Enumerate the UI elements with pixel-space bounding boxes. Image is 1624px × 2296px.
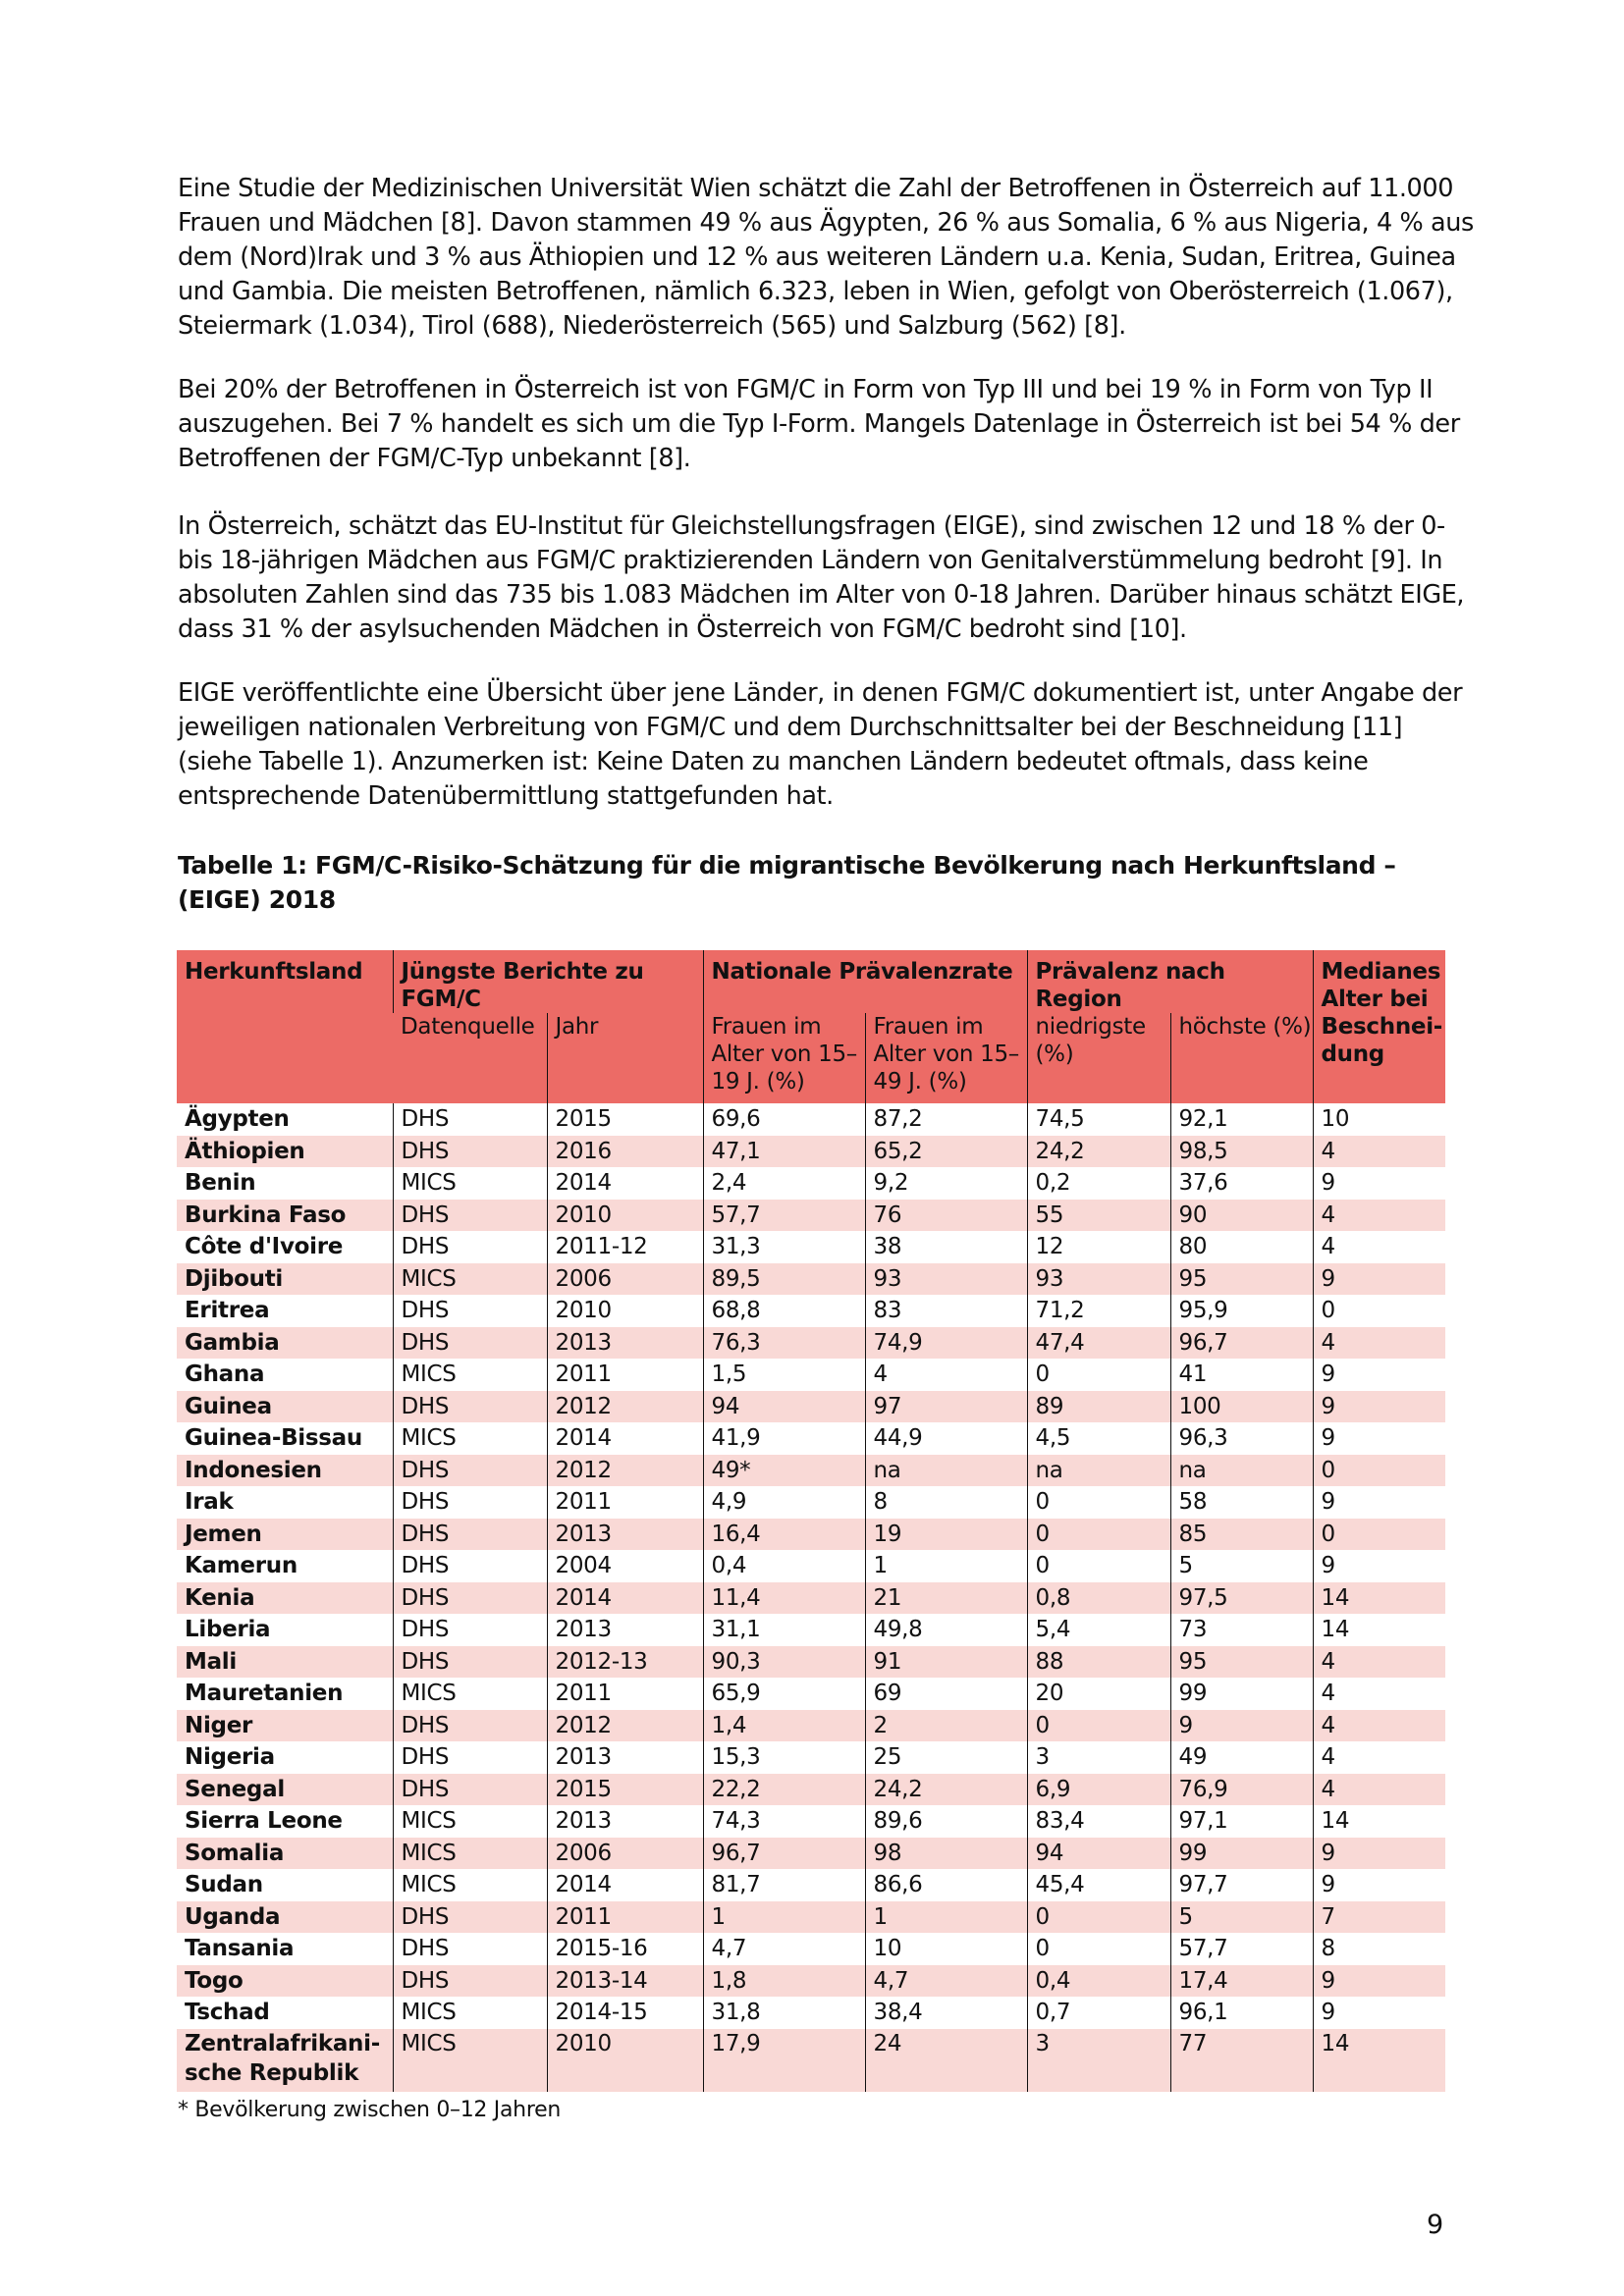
cell-highest: 80 (1170, 1231, 1313, 1263)
cell-year: 2012 (547, 1391, 703, 1423)
cell-lowest: 12 (1027, 1231, 1170, 1263)
cell-women-15-19: 90,3 (703, 1646, 865, 1679)
cell-women-15-19: 0,4 (703, 1550, 865, 1582)
cell-median-age: 0 (1313, 1455, 1445, 1487)
cell-median-age: 9 (1313, 1486, 1445, 1519)
table-row (177, 1678, 1445, 1710)
cell-country: Kamerun (185, 1553, 298, 1578)
cell-country: Guinea-Bissau (185, 1425, 362, 1451)
cell-year: 2004 (547, 1550, 703, 1582)
cell-women-15-19: 57,7 (703, 1200, 865, 1232)
cell-year: 2006 (547, 1838, 703, 1870)
cell-women-15-19: 68,8 (703, 1295, 865, 1327)
cell-median-age: 4 (1313, 1774, 1445, 1806)
header-country: Herkunftsland (185, 959, 363, 985)
cell-country: Sierra Leone (185, 1808, 343, 1834)
cell-source: MICS (393, 1422, 547, 1455)
cell-median-age: 7 (1313, 1901, 1445, 1934)
cell-highest: 100 (1170, 1391, 1313, 1423)
cell-women-15-19: 89,5 (703, 1263, 865, 1296)
table-row (177, 1136, 1445, 1168)
cell-highest: 90 (1170, 1200, 1313, 1232)
cell-highest: 5 (1170, 1550, 1313, 1582)
cell-women-15-49: 10 (865, 1933, 1027, 1965)
cell-women-15-49: 69 (865, 1678, 1027, 1710)
cell-year: 2013 (547, 1327, 703, 1360)
cell-country: Liberia (185, 1617, 271, 1642)
cell-source: DHS (393, 1136, 547, 1168)
cell-source: DHS (393, 1486, 547, 1519)
table-row (177, 1741, 1445, 1774)
cell-country: Djibouti (185, 1265, 283, 1292)
cell-highest: 98,5 (1170, 1136, 1313, 1168)
paragraph-eige-overview: EIGE veröffentlichte eine Übersicht über jene Länder, in denen FGM/C dokumentiert ist, unter Angabe der jeweiligen nationalen Verbreitung von FGM/C und dem Durchschnittsalter bei der Beschneidung [11] (siehe Tabelle 1). Anzumerken ist: Keine Daten zu manchen Ländern bedeutet oftmals, dass keine entsprechende Datenübermittlung stattgefunden hat. (178, 678, 1463, 811)
table-row (177, 1997, 1445, 2029)
cell-year: 2011 (547, 1678, 703, 1710)
cell-highest: 95 (1170, 1646, 1313, 1679)
table-row (177, 1965, 1445, 1998)
cell-lowest: 20 (1027, 1678, 1170, 1710)
cell-women-15-19: 1 (703, 1901, 865, 1934)
cell-year: 2014 (547, 1869, 703, 1901)
cell-median-age: 8 (1313, 1933, 1445, 1965)
cell-year: 2013 (547, 1614, 703, 1646)
cell-country: Zentralafrikani- sche Republik (185, 2030, 380, 2086)
cell-lowest: 0 (1027, 1486, 1170, 1519)
page-number: 9 (1427, 2210, 1444, 2240)
cell-median-age: 4 (1313, 1678, 1445, 1710)
header-year: Jahr (547, 1013, 703, 1103)
paragraph-eige-estimate: In Österreich, schätzt das EU-Institut für Gleichstellungsfragen (EIGE), sind zwischen 12 und 18 % der 0- bis 18-jährigen Mädchen aus FGM/C praktizierenden Ländern von Genitalverstümmelung bedroht [9]. In absoluten Zahlen sind das 735 bis 1.083 Mädchen im Alter von 0-18 Jahren. Darüber hinaus schätzt EIGE, dass 31 % der asylsuchenden Mädchen in Österreich von FGM/C bedroht sind [10]. (178, 511, 1465, 644)
cell-lowest: 6,9 (1027, 1774, 1170, 1806)
cell-women-15-19: 4,7 (703, 1933, 865, 1965)
cell-source: MICS (393, 1359, 547, 1391)
cell-source: DHS (393, 1933, 547, 1965)
cell-women-15-19: 1,8 (703, 1965, 865, 1998)
cell-highest: 95,9 (1170, 1295, 1313, 1327)
cell-median-age: 0 (1313, 1519, 1445, 1551)
cell-women-15-19: 17,9 (703, 2029, 865, 2092)
cell-country: Mali (185, 1648, 237, 1675)
cell-women-15-49: 1 (865, 1901, 1027, 1934)
table-row (177, 1774, 1445, 1806)
cell-source: DHS (393, 1455, 547, 1487)
cell-lowest: 0 (1027, 1519, 1170, 1551)
table-row (177, 1103, 1445, 1136)
cell-lowest: 45,4 (1027, 1869, 1170, 1901)
cell-women-15-19: 1,5 (703, 1359, 865, 1391)
cell-median-age: 9 (1313, 1997, 1445, 2029)
cell-lowest: 94 (1027, 1838, 1170, 1870)
cell-highest: 95 (1170, 1263, 1313, 1296)
cell-lowest: 0,4 (1027, 1965, 1170, 1998)
table-row (177, 1869, 1445, 1901)
cell-women-15-49: 1 (865, 1550, 1027, 1582)
cell-source: DHS (393, 1103, 547, 1136)
cell-median-age: 4 (1313, 1741, 1445, 1774)
cell-source: MICS (393, 1263, 547, 1296)
cell-women-15-49: 93 (865, 1263, 1027, 1296)
cell-women-15-49: 25 (865, 1741, 1027, 1774)
cell-women-15-49: 4 (865, 1359, 1027, 1391)
cell-source: MICS (393, 1869, 547, 1901)
cell-women-15-19: 49* (703, 1455, 865, 1487)
cell-median-age: 9 (1313, 1359, 1445, 1391)
cell-source: DHS (393, 1231, 547, 1263)
cell-lowest: 83,4 (1027, 1805, 1170, 1838)
cell-women-15-49: 21 (865, 1582, 1027, 1615)
cell-year: 2011 (547, 1359, 703, 1391)
cell-women-15-19: 74,3 (703, 1805, 865, 1838)
cell-women-15-19: 31,3 (703, 1231, 865, 1263)
cell-median-age: 14 (1313, 1805, 1445, 1838)
cell-highest: 76,9 (1170, 1774, 1313, 1806)
cell-women-15-19: 4,9 (703, 1486, 865, 1519)
cell-highest: 97,1 (1170, 1805, 1313, 1838)
cell-country: Ägypten (185, 1106, 290, 1132)
cell-women-15-19: 16,4 (703, 1519, 865, 1551)
table-row (177, 1455, 1445, 1487)
cell-lowest: 0 (1027, 1550, 1170, 1582)
cell-highest: 5 (1170, 1901, 1313, 1934)
cell-median-age: 14 (1313, 2029, 1445, 2092)
table-row (177, 1263, 1445, 1296)
cell-women-15-19: 94 (703, 1391, 865, 1423)
header-reports: Jüngste Berichte zu FGM/C (393, 950, 703, 1013)
cell-highest: 49 (1170, 1741, 1313, 1774)
cell-highest: 77 (1170, 2029, 1313, 2092)
cell-median-age: 9 (1313, 1167, 1445, 1200)
cell-lowest: na (1027, 1455, 1170, 1487)
cell-source: MICS (393, 2029, 547, 2092)
cell-women-15-49: 49,8 (865, 1614, 1027, 1646)
cell-women-15-19: 65,9 (703, 1678, 865, 1710)
cell-women-15-19: 11,4 (703, 1582, 865, 1615)
cell-highest: 85 (1170, 1519, 1313, 1551)
cell-year: 2010 (547, 1295, 703, 1327)
table-row (177, 1231, 1445, 1263)
cell-year: 2015-16 (547, 1933, 703, 1965)
cell-highest: 99 (1170, 1838, 1313, 1870)
cell-year: 2013 (547, 1741, 703, 1774)
cell-lowest: 0 (1027, 1933, 1170, 1965)
cell-women-15-49: 24 (865, 2029, 1027, 2092)
cell-country: Guinea (185, 1393, 272, 1419)
cell-source: DHS (393, 1519, 547, 1551)
cell-median-age: 14 (1313, 1582, 1445, 1615)
header-median-age: Medianes Alter bei Beschnei- dung (1313, 950, 1445, 1103)
cell-year: 2015 (547, 1774, 703, 1806)
cell-women-15-19: 69,6 (703, 1103, 865, 1136)
header-source: Datenquelle (401, 1014, 535, 1040)
cell-lowest: 55 (1027, 1200, 1170, 1232)
cell-country: Côte d'Ivoire (185, 1234, 344, 1259)
cell-women-15-49: 76 (865, 1200, 1027, 1232)
cell-country: Benin (185, 1170, 256, 1196)
cell-women-15-49: 97 (865, 1391, 1027, 1423)
cell-median-age: 9 (1313, 1965, 1445, 1998)
cell-source: DHS (393, 1614, 547, 1646)
cell-lowest: 88 (1027, 1646, 1170, 1679)
cell-highest: 17,4 (1170, 1965, 1313, 1998)
cell-country: Niger (185, 1712, 253, 1738)
cell-women-15-19: 2,4 (703, 1167, 865, 1200)
cell-lowest: 0,7 (1027, 1997, 1170, 2029)
cell-source: DHS (393, 1710, 547, 1742)
table-footnote: * Bevölkerung zwischen 0–12 Jahren (178, 2098, 561, 2122)
paragraph-prevalence-austria: Eine Studie der Medizinischen Universität Wien schätzt die Zahl der Betroffenen in Österreich auf 11.000 Frauen und Mädchen [8]. Davon stammen 49 % aus Ägypten, 26 % aus Somalia, 6 % aus Nigeria, 4 % aus dem (Nord)Irak und 3 % aus Äthiopien und 12 % aus weiteren Ländern u.a. Kenia, Sudan, Eritrea, Guinea und Gambia. Die meisten Betroffenen, nämlich 6.323, leben in Wien, gefolgt von Oberösterreich (1.067), Steiermark (1.034), Tirol (688), Niederösterreich (565) und Salzburg (562) [8]. (178, 174, 1474, 341)
cell-lowest: 3 (1027, 2029, 1170, 2092)
fgm-risk-table (177, 950, 1445, 2092)
cell-median-age: 9 (1313, 1263, 1445, 1296)
cell-women-15-49: 9,2 (865, 1167, 1027, 1200)
cell-women-15-19: 76,3 (703, 1327, 865, 1360)
cell-source: DHS (393, 1741, 547, 1774)
cell-highest: 58 (1170, 1486, 1313, 1519)
cell-lowest: 93 (1027, 1263, 1170, 1296)
cell-highest: 96,1 (1170, 1997, 1313, 2029)
cell-source: MICS (393, 1838, 547, 1870)
cell-women-15-19: 96,7 (703, 1838, 865, 1870)
cell-women-15-49: 2 (865, 1710, 1027, 1742)
cell-highest: 96,3 (1170, 1422, 1313, 1455)
cell-source: MICS (393, 1805, 547, 1838)
table-row (177, 1614, 1445, 1646)
cell-source: MICS (393, 1167, 547, 1200)
cell-year: 2012-13 (547, 1646, 703, 1679)
cell-country: Tschad (185, 2000, 270, 2025)
cell-women-15-49: 83 (865, 1295, 1027, 1327)
cell-women-15-19: 15,3 (703, 1741, 865, 1774)
header-women-15-49: Frauen im Alter von 15–49 J. (%) (865, 1013, 1027, 1103)
cell-women-15-49: 19 (865, 1519, 1027, 1551)
cell-source: DHS (393, 1550, 547, 1582)
cell-women-15-49: 87,2 (865, 1103, 1027, 1136)
header-lowest: niedrigste (%) (1027, 1013, 1170, 1103)
table-row (177, 1838, 1445, 1870)
cell-country: Senegal (185, 1776, 285, 1802)
cell-year: 2011 (547, 1486, 703, 1519)
cell-highest: 9 (1170, 1710, 1313, 1742)
table-row (177, 1167, 1445, 1200)
cell-source: MICS (393, 1997, 547, 2029)
cell-median-age: 14 (1313, 1614, 1445, 1646)
cell-source: DHS (393, 1200, 547, 1232)
cell-year: 2012 (547, 1455, 703, 1487)
cell-source: DHS (393, 1965, 547, 1998)
table-row (177, 1710, 1445, 1742)
table-row (177, 1901, 1445, 1934)
cell-year: 2010 (547, 2029, 703, 2092)
cell-women-15-49: 4,7 (865, 1965, 1027, 1998)
cell-country: Somalia (185, 1840, 285, 1866)
cell-highest: 96,7 (1170, 1327, 1313, 1360)
cell-highest: 92,1 (1170, 1103, 1313, 1136)
cell-year: 2014-15 (547, 1997, 703, 2029)
cell-highest: 57,7 (1170, 1933, 1313, 1965)
cell-highest: 37,6 (1170, 1167, 1313, 1200)
cell-lowest: 4,5 (1027, 1422, 1170, 1455)
cell-median-age: 4 (1313, 1710, 1445, 1742)
cell-women-15-19: 47,1 (703, 1136, 865, 1168)
header-national-prevalence: Nationale Prävalenzrate (703, 950, 1027, 1013)
cell-lowest: 89 (1027, 1391, 1170, 1423)
cell-year: 2011 (547, 1901, 703, 1934)
cell-highest: 41 (1170, 1359, 1313, 1391)
cell-year: 2006 (547, 1263, 703, 1296)
cell-highest: 99 (1170, 1678, 1313, 1710)
cell-lowest: 5,4 (1027, 1614, 1170, 1646)
cell-lowest: 0,2 (1027, 1167, 1170, 1200)
cell-median-age: 4 (1313, 1327, 1445, 1360)
cell-highest: 73 (1170, 1614, 1313, 1646)
cell-median-age: 9 (1313, 1838, 1445, 1870)
table-row (177, 2029, 1445, 2092)
cell-women-15-19: 41,9 (703, 1422, 865, 1455)
header-regional-prevalence: Prävalenz nach Region (1027, 950, 1313, 1013)
cell-source: DHS (393, 1582, 547, 1615)
cell-country: Tansania (185, 1936, 295, 1961)
cell-lowest: 0,8 (1027, 1582, 1170, 1615)
cell-women-15-49: 65,2 (865, 1136, 1027, 1168)
cell-women-15-49: na (865, 1455, 1027, 1487)
cell-country: Sudan (185, 1872, 263, 1897)
paragraph-fgm-types: Bei 20% der Betroffenen in Österreich ist von FGM/C in Form von Typ III und bei 19 % in Form von Typ II auszugehen. Bei 7 % handelt es sich um die Typ I-Form. Mangels Datenlage in Österreich ist bei 54 % der Betroffenen der FGM/C-Typ unbekannt [8]. (178, 375, 1460, 473)
cell-median-age: 9 (1313, 1550, 1445, 1582)
cell-year: 2015 (547, 1103, 703, 1136)
cell-country: Togo (185, 1967, 244, 1994)
cell-median-age: 9 (1313, 1422, 1445, 1455)
cell-median-age: 9 (1313, 1391, 1445, 1423)
table-row (177, 1519, 1445, 1551)
table-row (177, 1295, 1445, 1327)
cell-source: MICS (393, 1678, 547, 1710)
cell-year: 2011-12 (547, 1231, 703, 1263)
cell-lowest: 24,2 (1027, 1136, 1170, 1168)
table-row (177, 1550, 1445, 1582)
cell-highest: 97,7 (1170, 1869, 1313, 1901)
cell-women-15-49: 86,6 (865, 1869, 1027, 1901)
cell-lowest: 0 (1027, 1710, 1170, 1742)
cell-year: 2013 (547, 1805, 703, 1838)
cell-median-age: 9 (1313, 1869, 1445, 1901)
cell-source: DHS (393, 1901, 547, 1934)
cell-median-age: 4 (1313, 1231, 1445, 1263)
cell-women-15-19: 1,4 (703, 1710, 865, 1742)
table-row (177, 1582, 1445, 1615)
table-row (177, 1646, 1445, 1679)
cell-year: 2013-14 (547, 1965, 703, 1998)
table-row (177, 1805, 1445, 1838)
cell-year: 2014 (547, 1422, 703, 1455)
cell-country: Irak (185, 1489, 234, 1515)
cell-median-age: 4 (1313, 1136, 1445, 1168)
cell-women-15-49: 98 (865, 1838, 1027, 1870)
cell-source: DHS (393, 1774, 547, 1806)
cell-country: Nigeria (185, 1744, 275, 1770)
table-row (177, 1933, 1445, 1965)
cell-year: 2012 (547, 1710, 703, 1742)
cell-women-15-19: 31,1 (703, 1614, 865, 1646)
cell-median-age: 4 (1313, 1200, 1445, 1232)
table-row (177, 1327, 1445, 1360)
cell-median-age: 10 (1313, 1103, 1445, 1136)
table-row (177, 1486, 1445, 1519)
table-row (177, 1422, 1445, 1455)
cell-country: Eritrea (185, 1298, 270, 1323)
cell-women-15-49: 8 (865, 1486, 1027, 1519)
cell-source: DHS (393, 1646, 547, 1679)
cell-women-15-49: 24,2 (865, 1774, 1027, 1806)
cell-median-age: 0 (1313, 1295, 1445, 1327)
cell-women-15-49: 74,9 (865, 1327, 1027, 1360)
cell-women-15-49: 89,6 (865, 1805, 1027, 1838)
cell-country: Gambia (185, 1329, 280, 1356)
cell-women-15-19: 31,8 (703, 1997, 865, 2029)
cell-country: Burkina Faso (185, 1201, 347, 1228)
cell-year: 2013 (547, 1519, 703, 1551)
table-caption: Tabelle 1: FGM/C-Risiko-Schätzung für die migrantische Bevölkerung nach Herkunftsland – (EIGE) 2018 (178, 851, 1396, 914)
cell-country: Äthiopien (185, 1138, 305, 1164)
cell-highest: 97,5 (1170, 1582, 1313, 1615)
cell-lowest: 0 (1027, 1901, 1170, 1934)
table-row (177, 1200, 1445, 1232)
cell-country: Indonesien (185, 1457, 322, 1483)
cell-lowest: 71,2 (1027, 1295, 1170, 1327)
header-women-15-19: Frauen im Alter von 15–19 J. (%) (703, 1013, 865, 1103)
cell-highest: na (1170, 1455, 1313, 1487)
cell-year: 2014 (547, 1582, 703, 1615)
cell-source: DHS (393, 1327, 547, 1360)
cell-lowest: 47,4 (1027, 1327, 1170, 1360)
cell-country: Mauretanien (185, 1681, 344, 1706)
cell-country: Uganda (185, 1903, 281, 1930)
cell-median-age: 4 (1313, 1646, 1445, 1679)
cell-women-15-49: 38 (865, 1231, 1027, 1263)
cell-source: DHS (393, 1295, 547, 1327)
table-body (177, 1103, 1445, 2092)
cell-women-15-49: 91 (865, 1646, 1027, 1679)
table-row (177, 1391, 1445, 1423)
cell-women-15-49: 38,4 (865, 1997, 1027, 2029)
cell-lowest: 0 (1027, 1359, 1170, 1391)
cell-source: DHS (393, 1391, 547, 1423)
table-header (177, 950, 1445, 1103)
cell-year: 2014 (547, 1167, 703, 1200)
cell-women-15-19: 22,2 (703, 1774, 865, 1806)
cell-women-15-19: 81,7 (703, 1869, 865, 1901)
table-row (177, 1359, 1445, 1391)
header-highest: höchste (%) (1170, 1013, 1313, 1103)
cell-year: 2016 (547, 1136, 703, 1168)
cell-country: Kenia (185, 1584, 255, 1611)
cell-lowest: 3 (1027, 1741, 1170, 1774)
cell-country: Ghana (185, 1362, 265, 1387)
cell-country: Jemen (185, 1521, 262, 1547)
cell-women-15-49: 44,9 (865, 1422, 1027, 1455)
cell-year: 2010 (547, 1200, 703, 1232)
cell-lowest: 74,5 (1027, 1103, 1170, 1136)
